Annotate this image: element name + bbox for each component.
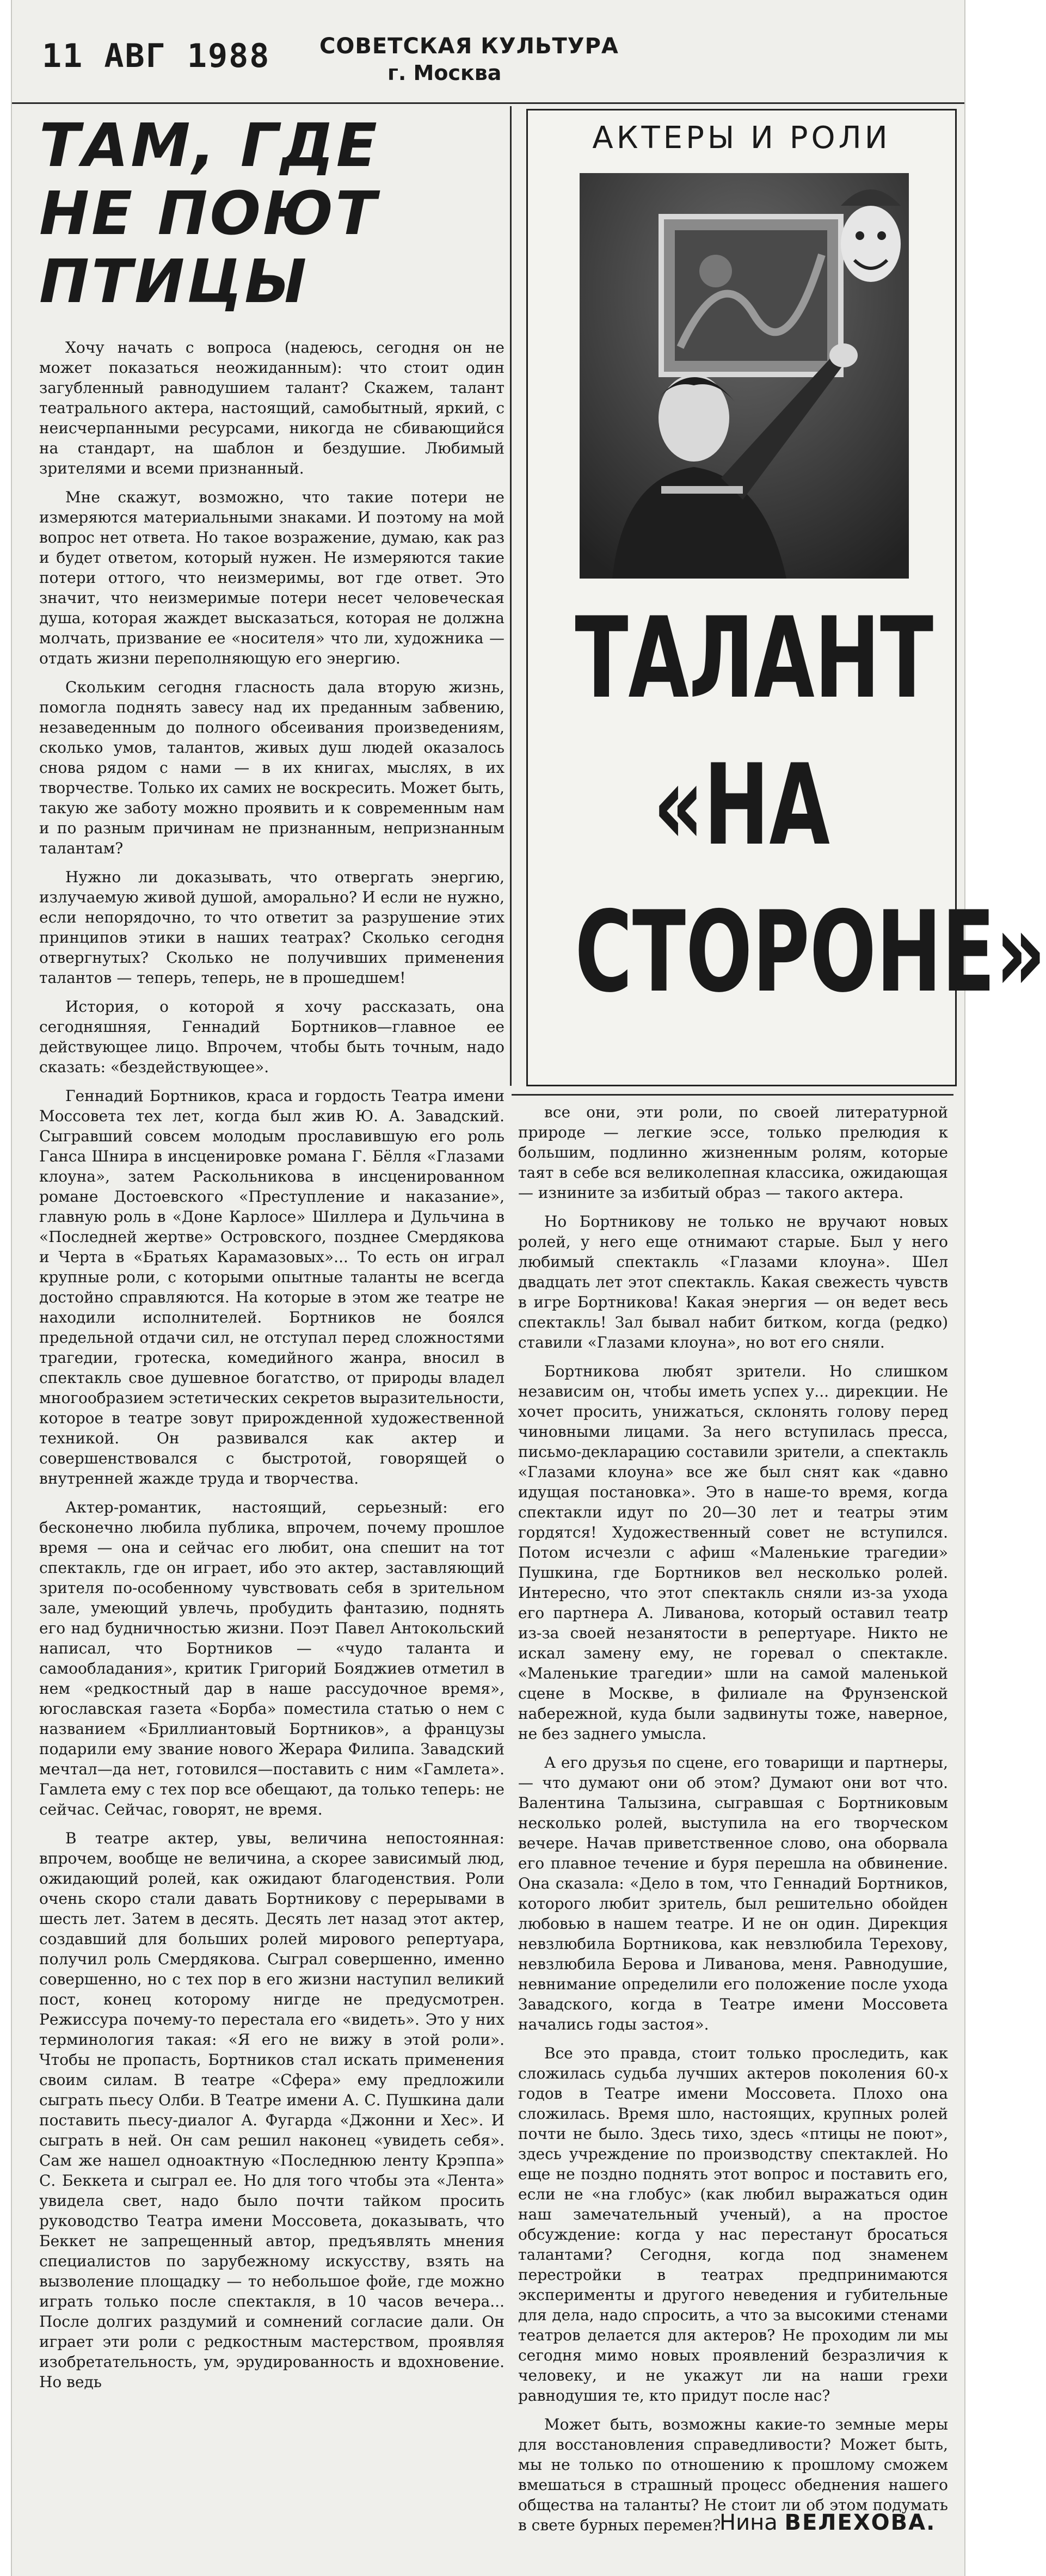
- paragraph: Нужно ли доказывать, что отвергать энергию, излучаемую живой душой, аморально? И если не нужно, если непорядочно, то что ответит за разрушение этих принципов этики в наших театрах? Сколько сегодня отвергнутых? Сколько не получивших применения талантов — теперь, теперь, не в прошедшем!: [39, 868, 504, 987]
- paragraph: История, о которой я хочу рассказать, она сегодняшняя, Геннадий Бортников—главное ее действующее лицо. Впрочем, чтобы быть точным, надо сказать: «бездействующее».: [39, 998, 504, 1076]
- big-title-line-1: ТАЛАНТ: [575, 594, 934, 723]
- paragraph: А его друзья по сцене, его товарищи и партнеры,— что думают они об этом? Думают они вот что. Валентина Талызина, сыгравшая с Бортниковым несколько ролей, выступила на его творческом вечере. Начав приветственное слово, она оборвала его плавное течение и буря перешла на обвинение. Она сказала: «Дело в том, что Геннадий Бортников, которого любит зритель, был решительно обойден любовью в нашем театре. И не он один. Дирекция невзлюбила Бортникова, как невзлюбила Терехову, невзлюбила Берова и Ливанова, меня. Равнодушие, невнимание определили его положение после ухода Завадского, когда в Театре имени Моссовета начались годы застоя».: [518, 1754, 948, 2033]
- author-first-name: Нина: [719, 2510, 778, 2535]
- big-title-line-3: СТОРОНЕ»: [575, 888, 1046, 1017]
- author-signature: [719, 2510, 936, 2535]
- newspaper-city: г. Москва: [387, 61, 502, 85]
- paragraph: Мне скажут, возможно, что такие потери не измеряются материальными знаками. И поэтому на мой вопрос нет ответа. Но такое возражение, думаю, как раз и будет ответом, который нужен. Не измеряются такие потери оттого, что неизмеримы, вот где ответ. Это значит, что неизмеримые потери несет человеческая душа, которая жаждет высказаться, которая не должна молчать, призвание ее «носителя» что ли, художника — отдать жизни переполняющую его энергию.: [39, 488, 504, 667]
- article-headline: [39, 112, 502, 316]
- big-title-line-2: «НА: [653, 741, 830, 870]
- headline-line-3: ПТИЦЫ: [39, 247, 309, 316]
- paragraph: Хочу начать с вопроса (надеюсь, сегодня он не может показаться неожиданным): что стоит один загубленный равнодушием талант? Скажем, талант театрального актера, настоящий, самобытный, яркий, с неисчерпанными ресурсами, никогда не сбивающийся на стандарт, на шаблон и бездушие. Любимый зрителями и всеми признанный.: [39, 339, 504, 477]
- paragraph: Бортникова любят зрители. Но слишком независим он, чтобы иметь успех у... дирекции. Не хочет просить, унижаться, склонять голову перед чиновными лицами. За него вступилась пресса, письмо-декларацию составили зрители, а спектакль «Глазами клоуна» все же был снят как «давно идущая постановка». Это в наше-то время, когда спектакли идут по 20—30 лет и театры этим гордятся! Художественный совет не вступился. Потом исчезли с афиш «Маленькие трагедии» Пушкина, где Бортников вел несколько ролей. Интересно, что этот спектакль сняли из-за ухода его партнера А. Ливанова, который оставил театр из-за своей незанятости в репертуаре. Никто не искал замену ему, не горевал о спектакле. «Маленькие трагедии» шли на самой маленькой сцене в Москве, в филиале на Фрунзенской набережной, куда были задвинуты тоже, наверное, не без заднего умысла.: [518, 1362, 948, 1743]
- headline-line-2: НЕ ПОЮТ: [39, 179, 379, 248]
- rubric-label: АКТЕРЫ И РОЛИ: [592, 120, 891, 156]
- newspaper-name: СОВЕТСКАЯ КУЛЬТУРА: [319, 34, 619, 59]
- rubric-box: [526, 109, 1046, 1086]
- paragraph: Может быть, возможны какие-то земные меры для восстановления справедливости? Может быть, мы не только по отношению к прошлому сможем вмешаться в страшный процесс обеднения нашего общества на таланты? Не стоит ли об этом подумать в свете бурных перемен?: [518, 2415, 948, 2534]
- column-divider: [510, 106, 512, 1086]
- actor-photo-image: [580, 173, 909, 579]
- paragraph: все они, эти роли, по своей литературной природе — легкие эссе, только прелюдия к большим, подлинно жизненным ролям, которые таят в себе вся великолепная классика, ожидающая — изнините за избитый образ — такого актера.: [518, 1103, 948, 1202]
- box-bottom-rule: [512, 1094, 953, 1096]
- paragraph: Скольким сегодня гласность дала вторую жизнь, помогла поднять завесу над их преданным забвению, незаведенным до полного обсеивания произведениям, сколько умов, талантов, живых душ людей оказалось снова рядом с нами — в их книгах, мыслях, в их творчестве. Только их самих не воскресить. Может быть, такую же заботу можно проявить и к современным нам и по разным причинам не признанным, непризнанным талантам?: [39, 678, 504, 857]
- article-column-left: [39, 337, 504, 2528]
- author-last-name: ВЕЛЕХОВА.: [784, 2510, 936, 2535]
- paragraph: Все это правда, стоит только проследить, как сложилась судьба лучших актеров поколения 60-х годов в Театре имени Моссовета. Плохо она сложилась. Время шло, настоящих, крупных ролей почти не было. Здесь тихо, здесь «птицы не поют», здесь учреждение по производству спектаклей. Но еще не поздно поднять этот вопрос и поставить его, если не «на глобус» (как любил выражаться один наш замечательный ученый), а на простое обсуждение: когда у нас перестанут бросаться талантами? Сегодня, когда под знаменем перестройки в театрах предпринимаются эксперименты и другого неведения и губительные для дела, надо спросить, а что за высокими стенами театров делается для актеров? Не проходим ли мы сегодня мимо новых проявлений безразличия к человеку, и не укажут ли на наши грехи равнодушия те, кто придут после нас?: [518, 2044, 948, 2405]
- paragraph: Но Бортникову не только не вручают новых ролей, у него еще отнимают старые. Был у него любимый спектакль «Глазами клоуна». Шел двадцать лет этот спектакль. Какая свежесть чувств в игре Бортникова! Какая энергия — он ведет весь спектакль! Зал бывал набит битком, когда (редко) ставили «Глазами клоуна», но вот его сняли.: [518, 1213, 948, 1351]
- header-rule: [12, 102, 964, 104]
- newspaper-clipping: [11, 0, 1046, 2576]
- paragraph: Актер-романтик, настоящий, серьезный: его бесконечно любила публика, впрочем, почему прошлое время — она и сейчас его любит, она спешит на тот спектакль, где он играет, ибо это актер, заставляющий зрителя по-особенному чувствовать себя в зрительном зале, умеющий увлечь, пробудить фантазию, поднять его над будничностью жизни. Поэт Павел Антокольский написал, что Бортников — «чудо таланта и самообладания», критик Григорий Бояджиев отметил в нем «редкостный дар в наше рассудочное время», югославская газета «Борба» поместила статью о нем с названием «Бриллиантовый Бортников», а французы подарили ему звание нового Жерара Филипа. Завадский мечтал—да нет, готовился—поставить с ним «Гамлета». Гамлета ему с тех пор все обещают, да только теперь: не сейчас. Сейчас, говорят, не время.: [39, 1498, 504, 1818]
- headline-line-1: ТАМ, ГДЕ: [39, 110, 379, 180]
- clipping-date: 11 АВГ 1988: [42, 37, 270, 75]
- paragraph: В театре актер, увы, величина непостоянная: впрочем, вообще не величина, а скорее зависимый люд, ожидающий ролей, как ожидают благоденствия. Роли очень скоро стали давать Бортникову с перерывами в шесть лет. Затем в десять. Десять лет назад этот актер, создавший для больших ролей мирового репертуара, получил роль Смердякова. Сыграл совершенно, именно совершенно, но с тех пор в его жизни наступил великий пост, конец которому нигде не предусмотрен. Режиссура почему-то перестала его «видеть». Это у них терминология такая: «Я его не вижу в этой роли». Чтобы не пропасть, Бортников стал искать применения своим силам. В театре «Сфера» ему предложили сыграть пьесу Олби. В Театре имени А. С. Пушкина дали поставить пьесу-диалог А. Фугарда «Джонни и Хес». И сыграть в ней. Он сам решил наконец «увидеть себя». Сам же нашел одноактную «Последнюю ленту Крэппа» С. Беккета и сыграл ее. Но для того чтобы эта «Лента» увидела свет, надо было почти тайком просить руководство Театра имени Моссовета, доказывать, что Беккет не запрещенный автор, предъявлять мнения специалистов по зарубежному искусству, взять на вызволение площадку — то небольшое фойе, где можно играть только после спектакля, в 10 часов вечера... После долгих раздумий и сомнений согласие дали. Он играет эти роли с редкостным мастерством, проявляя изобретательность, ум, эрудированность и вдохновение. Но ведь: [39, 1829, 504, 2391]
- paragraph: Геннадий Бортников, краса и гордость Театра имени Моссовета тех лет, когда был жив Ю. А. Завадский. Сыгравший совсем молодым прославившую его роль Ганса Шнира в инсценировке романа Г. Бёлля «Глазами клоуна», затем Раскольникова в инсценированном романе Достоевского «Преступление и наказание», главную роль в «Доне Карлосе» Шиллера и Дульчина в «Последней жертве» Островского, позднее Смердякова и Черта в «Братьях Карамазовых»... То есть он играл крупные роли, с которыми опытные таланты не всегда достойно справляются. На которые в этом же театре не находили исполнителей. Бортников не боялся предельной отдачи сил, не отступал перед сложностями трагедии, гротеска, комедийного жанра, вносил в спектакль свое душевное богатство, от природы владел многообразием эстетических секретов выразительности, которое в театре зовут прирожденной художественной техникой. Он развивался как актер и совершенствовался с быстротой, говорящей о внутренней жажде труда и творчества.: [39, 1087, 504, 1487]
- actor-photo: [580, 173, 909, 579]
